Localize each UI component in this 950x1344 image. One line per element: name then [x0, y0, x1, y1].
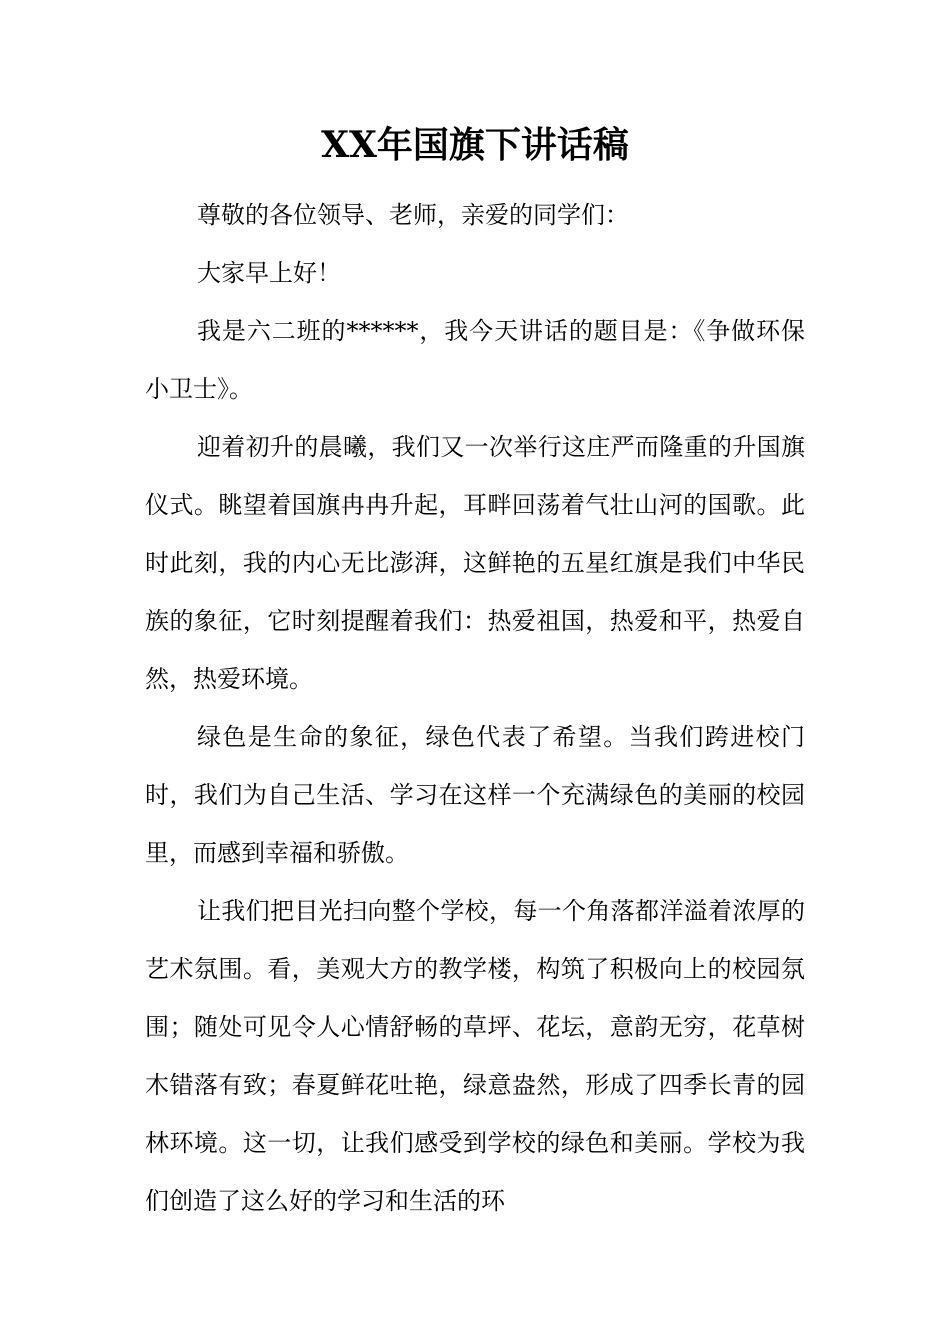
paragraph-greeting: 大家早上好！	[197, 259, 341, 287]
paragraph-campus-description: 让我们把目光扫向整个学校，每一个角落都洋溢着浓厚的艺术氛围。看，美观大方的教学楼，构筑了积极向上的校园氛围；随处可见令人心情舒畅的草坪、花坛，意韵无穷，花草树木错落有致；春夏鲜花吐艳，绿意盎然，形成了四季长青的园林环境。这一切，让我们感受到学校的绿色和美丽。学校为我们创造了这么好的学习和生活的环	[145, 897, 805, 1215]
paragraph-flag-ceremony: 迎着初升的晨曦，我们又一次举行这庄严而隆重的升国旗仪式。眺望着国旗冉冉升起，耳畔回荡着气壮山河的国歌。此时此刻，我的内心无比澎湃，这鲜艳的五星红旗是我们中华民族的象征，它时刻提醒着我们：热爱祖国，热爱和平，热爱自然，热爱环境。	[145, 433, 805, 693]
page-title: XX年国旗下讲话稿	[321, 124, 629, 166]
document-body	[145, 186, 805, 1230]
paragraph-salutation: 尊敬的各位领导、老师，亲爱的同学们：	[197, 201, 629, 229]
paragraph-introduction: 我是六二班的******，我今天讲话的题目是：《争做环保小卫士》。	[145, 317, 805, 403]
paragraph-green-symbol: 绿色是生命的象征，绿色代表了希望。当我们跨进校门时，我们为自己生活、学习在这样一个充满绿色的美丽的校园里，而感到幸福和骄傲。	[145, 723, 805, 867]
